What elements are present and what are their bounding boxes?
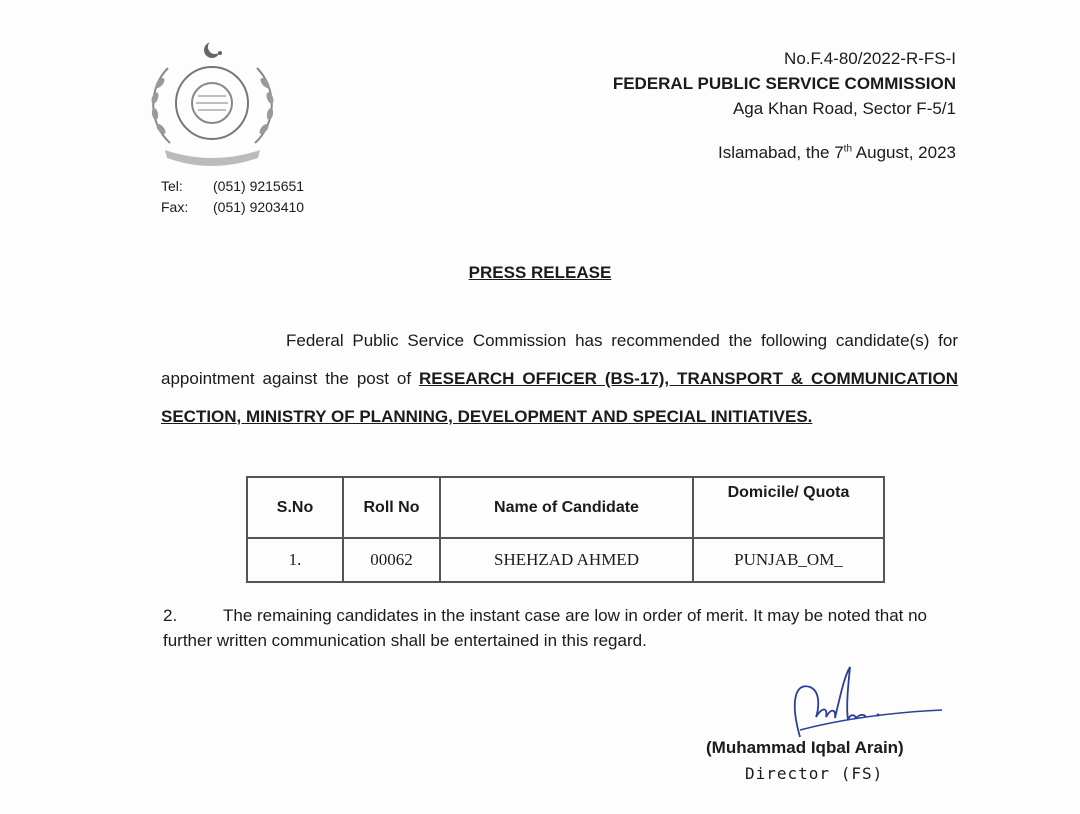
tel-label: Tel: xyxy=(161,178,183,194)
table-cell: 1. xyxy=(247,538,343,582)
fpsc-emblem-icon xyxy=(140,38,285,173)
candidates-table xyxy=(246,476,885,583)
remarks-text: The remaining candidates in the instant case are low in order of merit. It may be noted that no further written communication shall be entertained in this regard. xyxy=(163,606,927,650)
signatory-designation: Director (FS) xyxy=(745,764,884,783)
table-cell: PUNJAB_OM_ xyxy=(693,538,884,582)
date-line: Islamabad, the 7th August, 2023 xyxy=(717,143,956,162)
column-header: Name of Candidate xyxy=(440,477,693,538)
table-cell: 00062 xyxy=(343,538,440,582)
signature-icon xyxy=(770,662,950,742)
fax-value: (051) 9203410 xyxy=(213,199,305,215)
paragraph-number: 2. xyxy=(163,606,178,625)
file-number: No.F.4-80/2022-R-FS-I xyxy=(784,49,956,68)
recommendation-paragraph xyxy=(161,322,958,436)
contact-block xyxy=(161,176,304,218)
table-header-row xyxy=(247,477,884,538)
letterhead xyxy=(613,46,956,121)
column-header: S.No xyxy=(247,477,343,538)
fax-label: Fax: xyxy=(161,199,189,215)
page-title: PRESS RELEASE xyxy=(468,263,612,282)
signatory-name: (Muhammad Iqbal Arain) xyxy=(706,738,904,757)
organization-name: FEDERAL PUBLIC SERVICE COMMISSION xyxy=(612,74,956,93)
paragraph-intro: Federal Public Service Commission has recommended the following candidate(s) for appointment against the post of xyxy=(161,331,958,388)
column-header: Roll No xyxy=(343,477,440,538)
table-cell: SHEHZAD AHMED xyxy=(440,538,693,582)
address: Aga Khan Road, Sector F-5/1 xyxy=(732,99,956,118)
column-header: Domicile/ Quota xyxy=(693,477,884,538)
post-title: RESEARCH OFFICER (BS-17), TRANSPORT & COMMUNICATION SECTION, MINISTRY OF PLANNING, DEVELOPMENT AND SPECIAL INITIATIVES. xyxy=(161,369,958,426)
table-row xyxy=(247,538,884,582)
tel-value: (051) 9215651 xyxy=(213,178,305,194)
remarks-paragraph xyxy=(163,603,963,653)
